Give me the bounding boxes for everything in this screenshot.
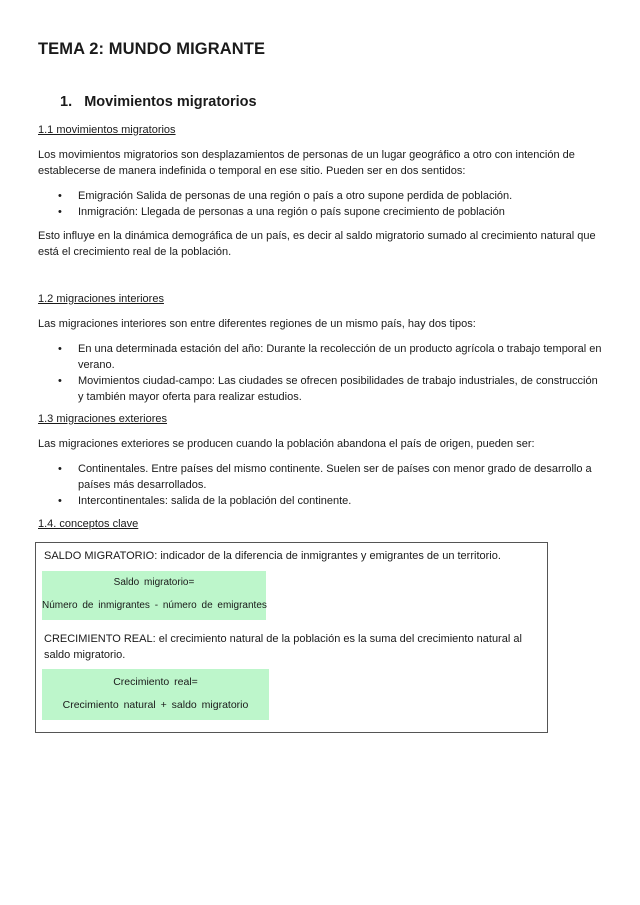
crecimiento-real-formula — [42, 669, 269, 720]
formula-line: Crecimiento natural + saldo migratorio — [62, 699, 249, 711]
key-concepts-box — [35, 542, 548, 733]
formula-line: Crecimiento real= — [113, 676, 198, 688]
section-number: 1. — [60, 94, 73, 110]
list-item: • Continentales. Entre países del mismo continente. Suelen ser de países con menor grado de desarrollo a países más desarrollados. — [58, 461, 603, 493]
paragraph-1-1-outro: Esto influye en la dinámica demográfica de un país, es decir al saldo migratorio sumado al crecimiento natural que está el crecimiento real de la población. — [38, 230, 596, 258]
saldo-migratorio-formula — [42, 571, 266, 620]
formula-line: Número de inmigrantes - número de emigrantes — [42, 600, 267, 611]
page-title: TEMA 2: MUNDO MIGRANTE — [38, 40, 266, 58]
paragraph-1-2-intro: Las migraciones interiores son entre diferentes regiones de un mismo país, hay dos tipos: — [38, 318, 476, 330]
bullet-list-1-1 — [58, 188, 603, 220]
formula-line: Saldo migratorio= — [113, 577, 195, 588]
paragraph-1-1-intro: Los movimientos migratorios son desplazamientos de personas de un lugar geográfico a otro con intención de establecerse de manera indefinida o temporal en ese sitio. Pueden ser en dos sentidos: — [38, 149, 575, 177]
subsection-heading-1-4: 1.4. conceptos clave — [38, 518, 139, 530]
section-heading-movimientos — [60, 94, 257, 110]
paragraph-1-3-intro: Las migraciones exteriores se producen cuando la población abandona el país de origen, pueden ser: — [38, 438, 535, 450]
crecimiento-real-definition: CRECIMIENTO REAL: el crecimiento natural de la población es la suma del crecimiento natural al saldo migratorio. — [44, 633, 522, 661]
section-heading-text: Movimientos migratorios — [84, 94, 257, 110]
list-item: • Intercontinentales: salida de la población del continente. — [58, 493, 603, 509]
list-item: • Emigración Salida de personas de una región o país a otro supone perdida de población. — [58, 188, 603, 204]
subsection-heading-1-3: 1.3 migraciones exteriores — [38, 413, 168, 425]
subsection-heading-1-1: 1.1 movimientos migratorios — [38, 124, 176, 136]
bullet-list-1-2 — [58, 341, 603, 405]
list-item: • Movimientos ciudad-campo: Las ciudades se ofrecen posibilidades de trabajo industriales, de construcción y también mayor oferta para realizar estudios. — [58, 373, 603, 405]
list-item: • Inmigración: Llegada de personas a una región o país supone crecimiento de población — [58, 204, 603, 220]
saldo-migratorio-definition: SALDO MIGRATORIO: indicador de la diferencia de inmigrantes y emigrantes de un territorio. — [44, 550, 501, 562]
subsection-heading-1-2: 1.2 migraciones interiores — [38, 293, 164, 305]
list-item: • En una determinada estación del año: Durante la recolección de un producto agrícola o trabajo temporal en verano. — [58, 341, 603, 373]
bullet-list-1-3 — [58, 461, 603, 509]
